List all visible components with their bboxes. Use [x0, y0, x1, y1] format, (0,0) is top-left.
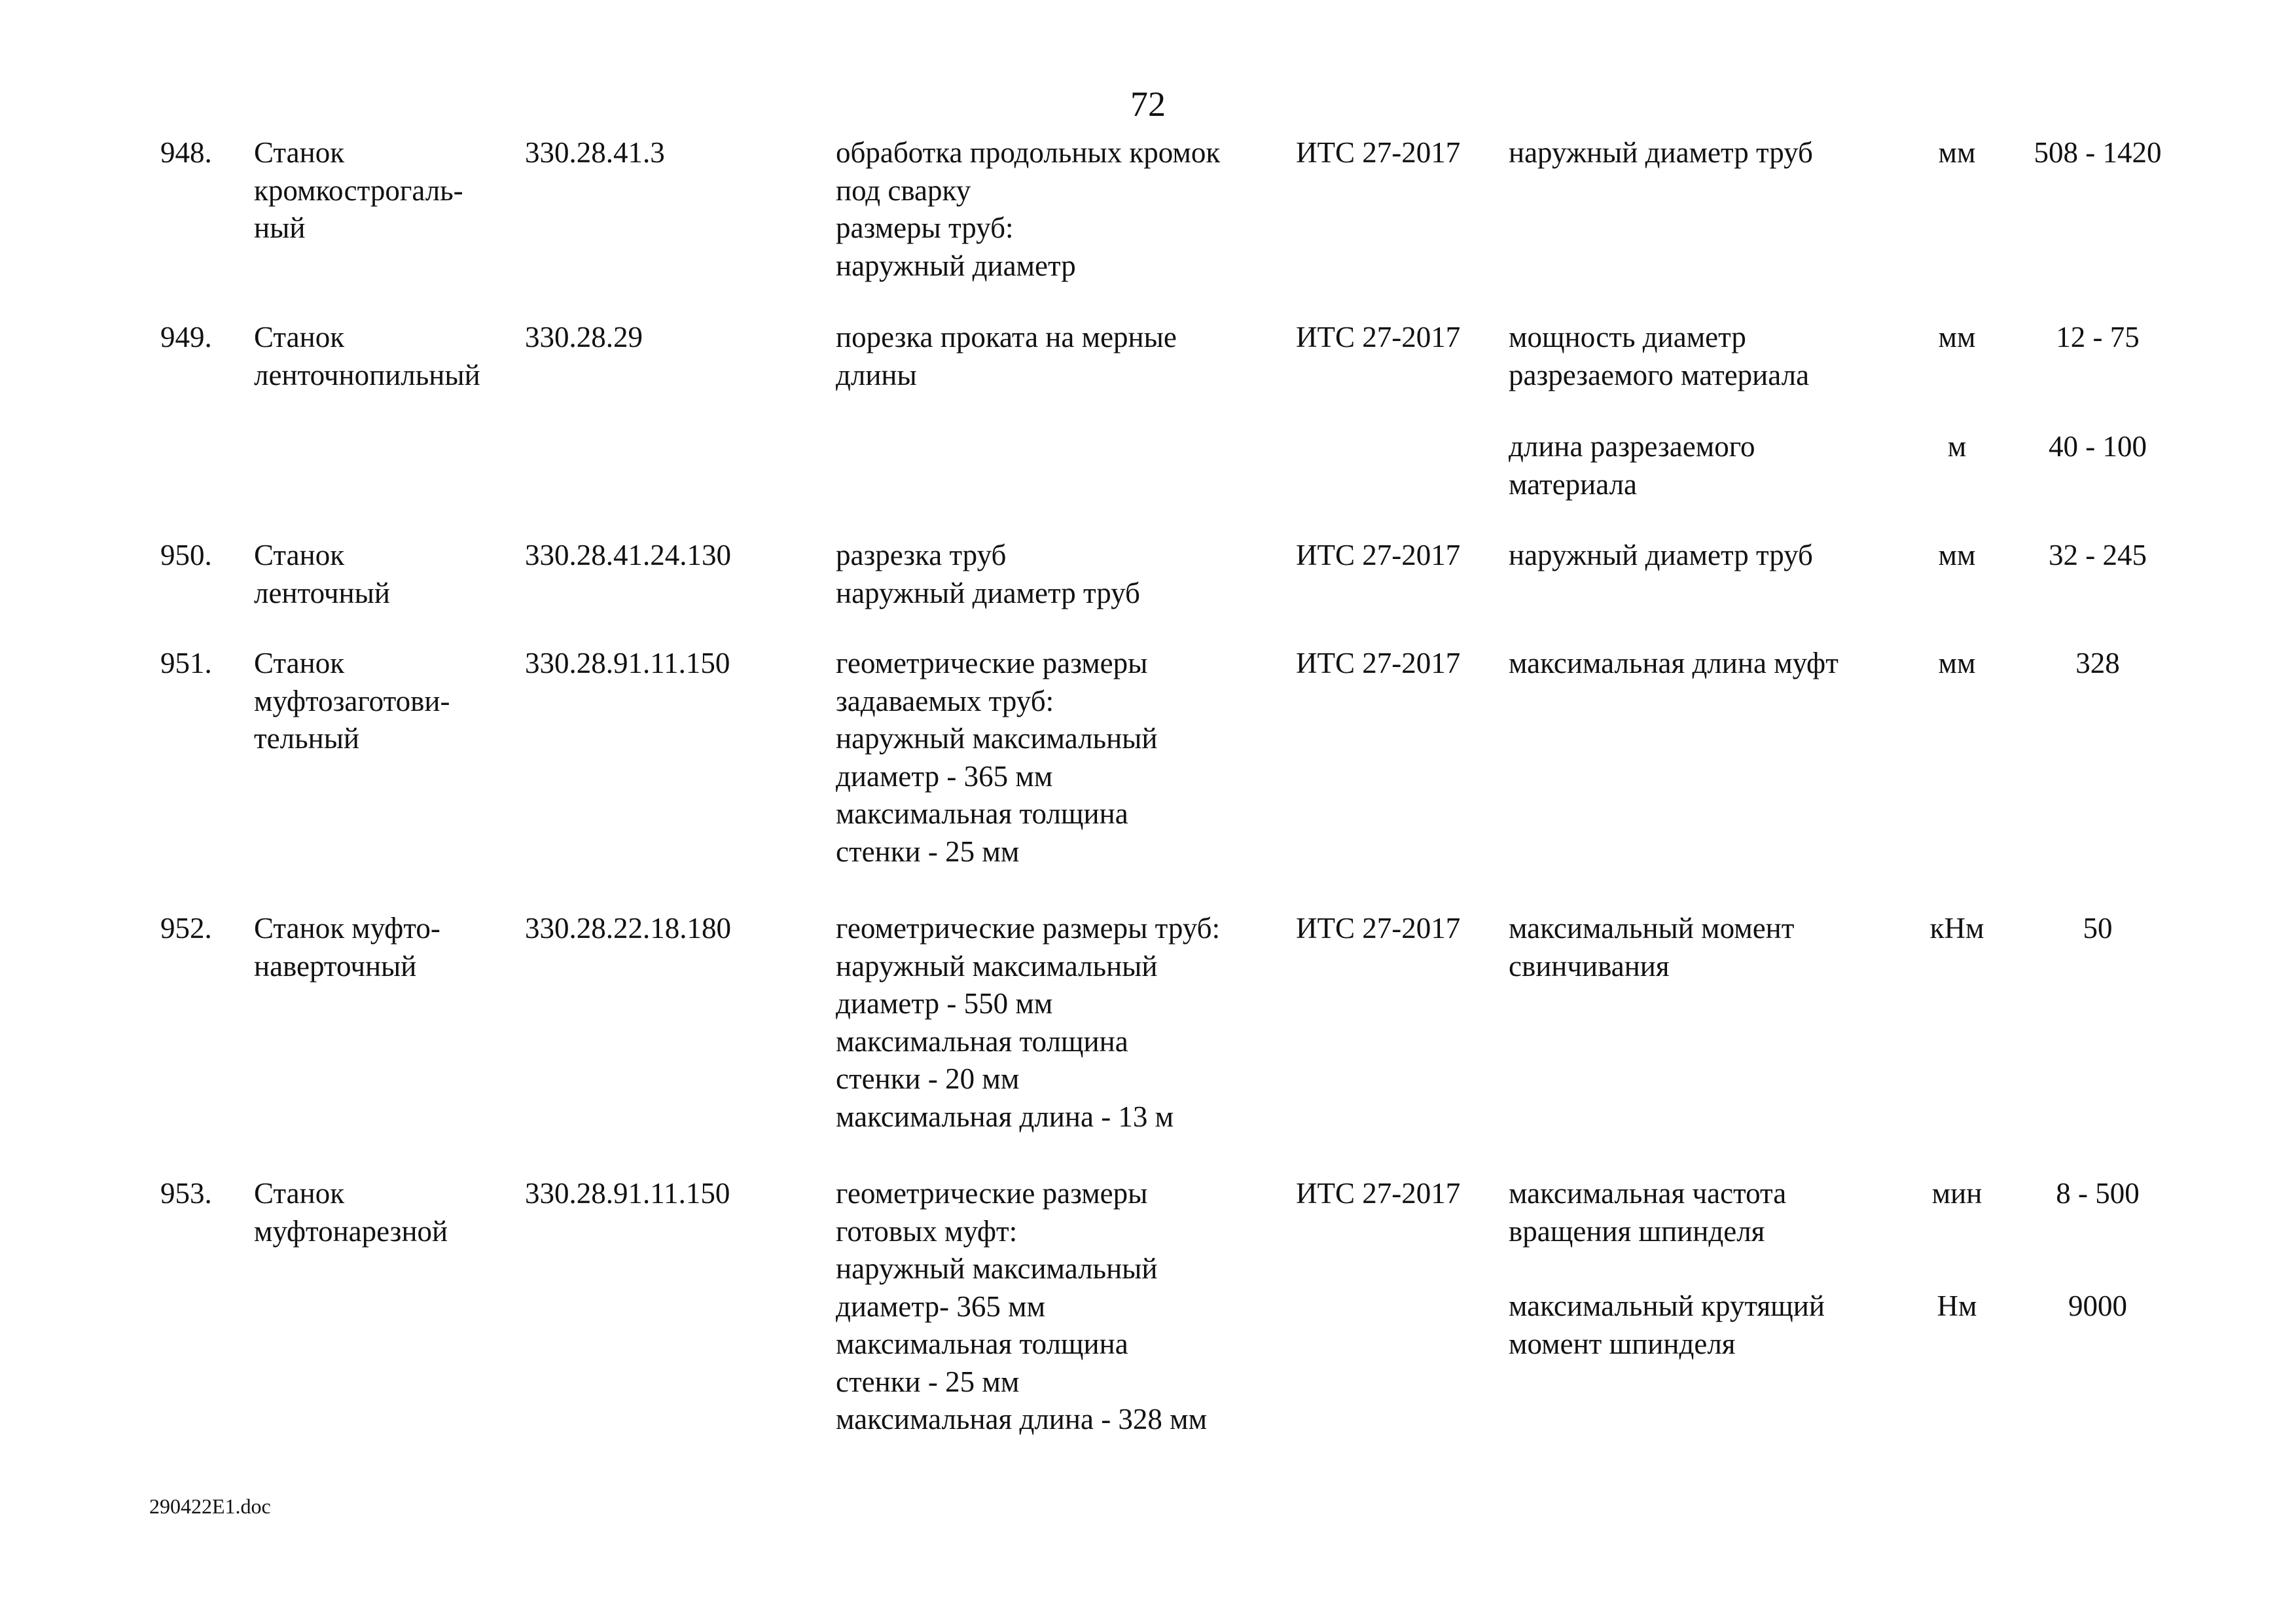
row-number: 950. — [160, 539, 212, 571]
parameter-name — [1509, 1288, 1825, 1363]
parameter-unit: Нм — [1937, 1290, 1977, 1322]
text-line: задаваемых труб: — [836, 684, 1054, 717]
parameter-name — [1509, 1175, 1786, 1250]
text-line: геометрические размеры — [836, 1177, 1148, 1210]
parameter-unit: м — [1947, 430, 1967, 463]
standard-reference: ИТС 27-2017 — [1296, 912, 1461, 945]
parameter-unit: мм — [1938, 647, 1976, 679]
parameter-unit: кНм — [1929, 912, 1984, 945]
equipment-name — [254, 910, 440, 985]
text-line: длина разрезаемого — [1509, 430, 1755, 463]
equipment-name — [254, 134, 463, 247]
text-line: максимальная длина - 328 мм — [836, 1403, 1208, 1435]
text-line: тельный — [254, 722, 360, 755]
text-line: максимальная длина - 13 м — [836, 1100, 1174, 1133]
parameter-value: 508 - 1420 — [2034, 136, 2162, 169]
footer-filename: 290422E1.doc — [149, 1494, 271, 1518]
row-number: 948. — [160, 136, 212, 169]
equipment-code: 330.28.91.11.150 — [525, 647, 730, 679]
text-line: стенки - 20 мм — [836, 1062, 1020, 1095]
text-line: наружный диаметр труб — [1509, 539, 1813, 571]
parameter-name — [1509, 319, 1809, 394]
text-line: наверточный — [254, 949, 417, 983]
text-line: мощность диаметр — [1509, 321, 1746, 353]
text-line: Станок — [254, 1177, 345, 1210]
text-line: наружный максимальный — [836, 949, 1158, 983]
text-line: диаметр - 550 мм — [836, 987, 1053, 1020]
text-line: максимальная длина муфт — [1509, 647, 1839, 679]
parameter-value: 8 - 500 — [2056, 1177, 2140, 1210]
text-line: ный — [254, 211, 306, 244]
parameter-value: 328 — [2075, 647, 2120, 679]
text-line: максимальная толщина — [836, 1327, 1128, 1360]
parameter-name — [1509, 645, 1839, 683]
equipment-code: 330.28.41.24.130 — [525, 539, 731, 571]
process-description — [836, 134, 1220, 285]
parameter-value: 9000 — [2068, 1290, 2127, 1322]
process-description — [836, 910, 1220, 1136]
text-line: стенки - 25 мм — [836, 835, 1020, 868]
row-number: 951. — [160, 647, 212, 679]
text-line: Станок — [254, 136, 345, 169]
equipment-name — [254, 537, 390, 612]
text-line: под сварку — [836, 173, 971, 207]
text-line: стенки - 25 мм — [836, 1365, 1020, 1398]
equipment-name — [254, 319, 480, 394]
parameter-unit: мм — [1938, 539, 1976, 571]
equipment-code: 330.28.91.11.150 — [525, 1177, 730, 1210]
text-line: наружный диаметр — [836, 249, 1076, 282]
process-description — [836, 1175, 1207, 1439]
equipment-name — [254, 645, 450, 758]
row-number: 952. — [160, 912, 212, 945]
text-line: наружный диаметр труб — [836, 576, 1140, 609]
text-line: наружный диаметр труб — [1509, 136, 1813, 169]
text-line: максимальная частота — [1509, 1177, 1787, 1210]
process-description — [836, 645, 1157, 871]
text-line: ленточнопильный — [254, 358, 480, 391]
text-line: геометрические размеры труб: — [836, 912, 1221, 945]
text-line: вращения шпинделя — [1509, 1214, 1765, 1248]
equipment-code: 330.28.22.18.180 — [525, 912, 731, 945]
text-line: ленточный — [254, 576, 390, 609]
text-line: диаметр - 365 мм — [836, 759, 1053, 793]
text-line: свинчивания — [1509, 949, 1670, 983]
text-line: обработка продольных кромок — [836, 136, 1221, 169]
text-line: муфтонарезной — [254, 1214, 448, 1248]
process-description — [836, 537, 1140, 612]
equipment-code: 330.28.29 — [525, 321, 643, 353]
standard-reference: ИТС 27-2017 — [1296, 539, 1461, 571]
equipment-code: 330.28.41.3 — [525, 136, 665, 169]
parameter-name — [1509, 134, 1813, 172]
text-line: кромкострогаль- — [254, 173, 463, 207]
text-line: геометрические размеры — [836, 647, 1148, 679]
text-line: Станок муфто- — [254, 912, 440, 945]
text-line: максимальная толщина — [836, 797, 1128, 830]
equipment-name — [254, 1175, 448, 1250]
text-line: готовых муфт: — [836, 1214, 1018, 1248]
text-line: размеры труб: — [836, 211, 1014, 244]
text-line: максимальный крутящий — [1509, 1290, 1825, 1322]
text-line: разрезаемого материала — [1509, 358, 1810, 391]
parameter-value: 12 - 75 — [2056, 321, 2140, 353]
text-line: Станок — [254, 321, 345, 353]
parameter-value: 50 — [2083, 912, 2113, 945]
parameter-value: 32 - 245 — [2049, 539, 2147, 571]
text-line: момент шпинделя — [1509, 1327, 1736, 1360]
text-line: разрезка труб — [836, 539, 1007, 571]
parameter-unit: мм — [1938, 321, 1976, 353]
text-line: Станок — [254, 647, 345, 679]
text-line: диаметр- 365 мм — [836, 1290, 1046, 1323]
standard-reference: ИТС 27-2017 — [1296, 1177, 1461, 1210]
process-description — [836, 319, 1177, 394]
standard-reference: ИТС 27-2017 — [1296, 321, 1461, 353]
text-line: наружный максимальный — [836, 722, 1158, 755]
parameter-unit: мин — [1931, 1177, 1982, 1210]
text-line: длины — [836, 358, 917, 391]
row-number: 949. — [160, 321, 212, 353]
text-line: Станок — [254, 539, 345, 571]
parameter-name — [1509, 537, 1813, 575]
parameter-unit: мм — [1938, 136, 1976, 169]
parameter-name — [1509, 910, 1794, 985]
parameter-name — [1509, 428, 1755, 503]
parameter-value: 40 - 100 — [2049, 430, 2147, 463]
text-line: наружный максимальный — [836, 1252, 1158, 1285]
text-line: муфтозаготови- — [254, 684, 450, 717]
standard-reference: ИТС 27-2017 — [1296, 647, 1461, 679]
text-line: материала — [1509, 467, 1637, 501]
row-number: 953. — [160, 1177, 212, 1210]
text-line: максимальный момент — [1509, 912, 1795, 945]
page-number: 72 — [1130, 84, 1166, 124]
text-line: порезка проката на мерные — [836, 321, 1177, 353]
text-line: максимальная толщина — [836, 1024, 1128, 1058]
standard-reference: ИТС 27-2017 — [1296, 136, 1461, 169]
